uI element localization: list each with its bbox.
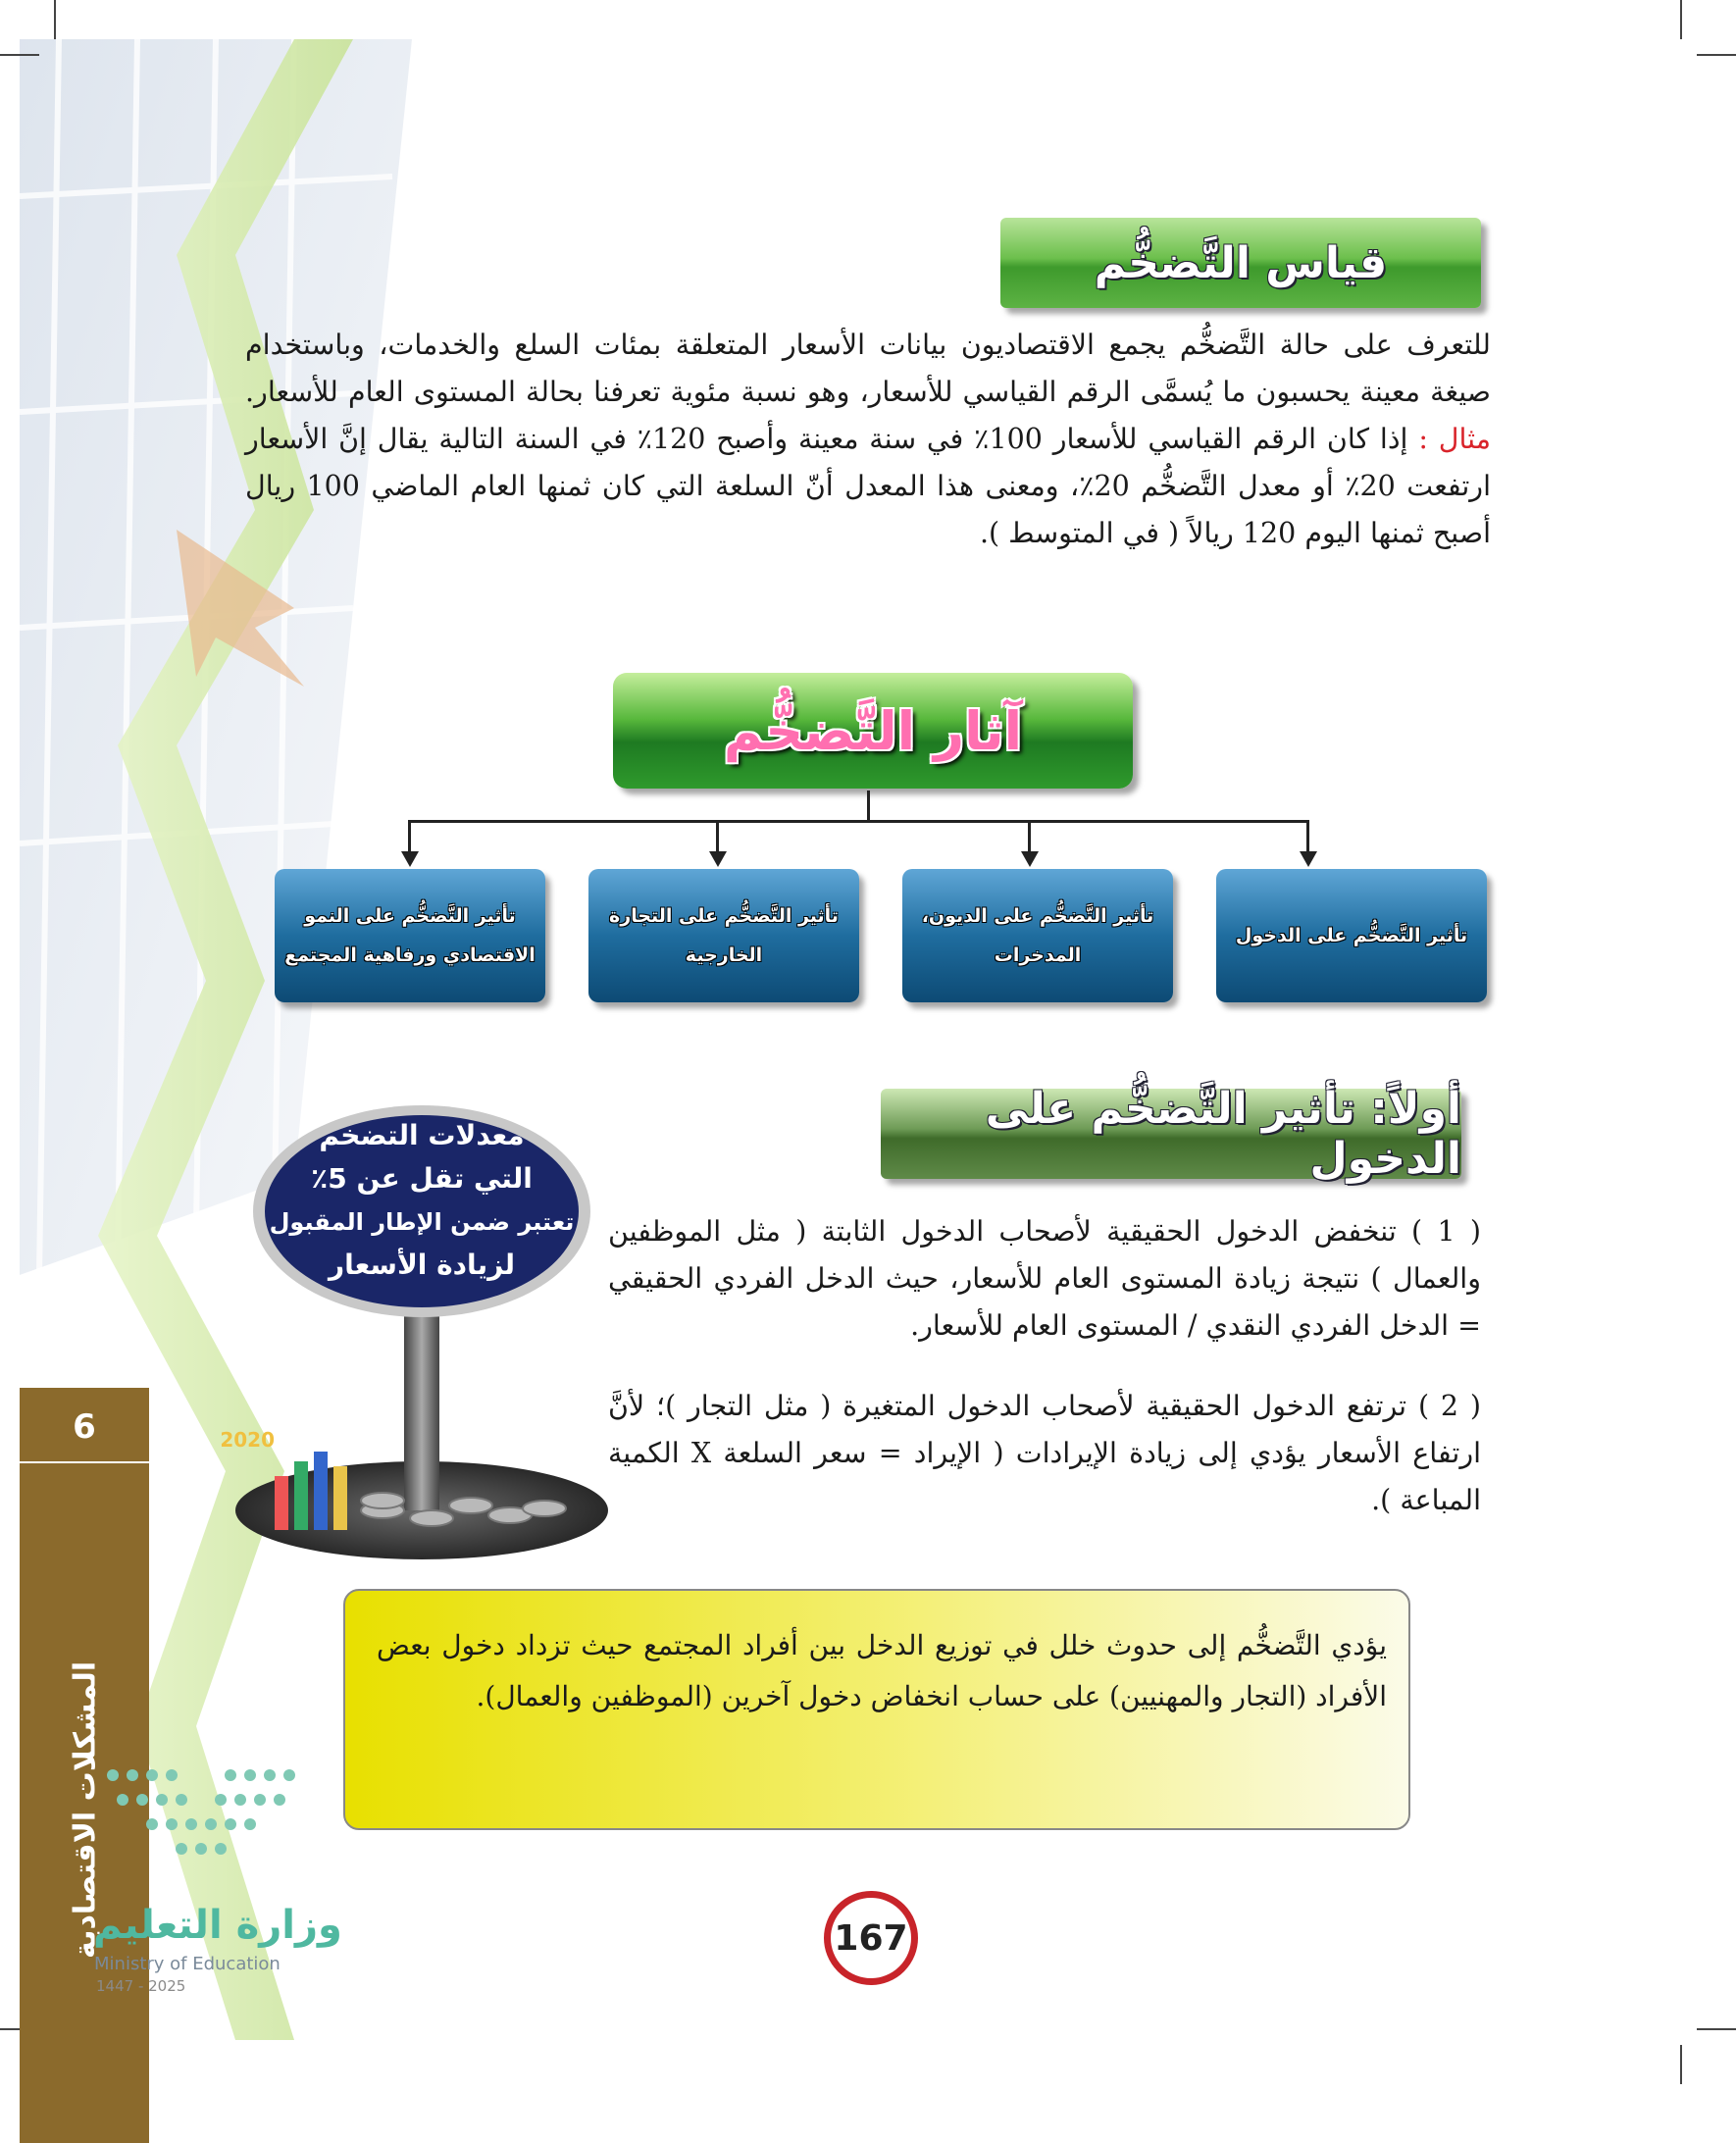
ministry-name-arabic: وزارة التعليم	[93, 1903, 342, 1948]
arrow-down-icon	[709, 851, 727, 867]
tree-connector	[716, 820, 719, 853]
sign-text	[257, 1114, 587, 1287]
crop-mark	[1697, 2028, 1736, 2030]
effect-box-income	[1216, 869, 1487, 1002]
effect-box-foreign-trade	[588, 869, 859, 1002]
income-point-1: ( 1 ) تنخفض الدخول الحقيقية لأصحاب الدخول الثابتة ( مثل الموظفين والعمال ) نتيجة زيادة المستوى العام للأسعار، حيث الدخل الفردي الحقيقي = الدخل الفردي النقدي / المستوى العام للأسعار.	[608, 1215, 1481, 1342]
effect-box-growth-welfare	[275, 869, 545, 1002]
crop-mark	[0, 54, 39, 56]
chapter-number: 6	[20, 1393, 149, 1463]
intro-paragraph	[245, 322, 1491, 557]
effect-label: تأثير التَّضخُّم على الدخول	[1235, 925, 1468, 946]
arrow-down-icon	[401, 851, 419, 867]
tree-connector	[1028, 820, 1031, 853]
sign-line: التي تقل عن 5٪	[311, 1162, 533, 1195]
effect-box-debts-savings	[902, 869, 1173, 1002]
intro-text-1: للتعرف على حالة التَّضخُّم يجمع الاقتصاديون بيانات الأسعار المتعلقة بمئات السلع والخدمات، وباستخدام صيغة معينة يحسبون ما يُسمَّى الرقم القياسي للأسعار، وهو نسبة مئوية تعرفنا بحالة المستوى العام للأسعار.	[245, 329, 1491, 408]
ministry-year: 2025 - 1447	[96, 1977, 186, 1995]
arrow-down-icon	[1300, 851, 1317, 867]
crop-mark	[54, 0, 56, 39]
note-text: يؤدي التَّضخُّم إلى حدوث خلل في توزيع الدخل بين أفراد المجتمع حيث تزداد دخول بعض الأفراد (التجار والمهنيين) على حساب انخفاض دخول آخرين (الموظفين والعمال).	[377, 1629, 1387, 1712]
chapter-label: المشكلات الاقتصادية	[68, 1660, 103, 1959]
example-label: مثال :	[1418, 423, 1492, 455]
tree-connector	[408, 820, 1308, 823]
section-title-income: أولاً: تأثير التَّضخُّم على الدخول	[881, 1089, 1461, 1179]
intro-text-2: إذا كان الرقم القياسي للأسعار 100٪ في سنة معينة وأصبح 120٪ في السنة التالية يقال إنَّ الأسعار ارتفعت 20٪ أو معدل التَّضخُّم 20٪، ومعنى هذا المعدل أنّ السلعة التي كان ثمنها العام الماضي 100 ريال أصبح ثمنها اليوم 120 ريالاً ( في المتوسط ).	[245, 423, 1491, 549]
section-title-effects: آثار التَّضخُّم	[613, 673, 1133, 789]
sign-line: معدلات التضخم	[319, 1119, 525, 1151]
crop-mark	[1680, 0, 1682, 39]
sign-line: لزيادة الأسعار	[328, 1249, 516, 1281]
section-title-measure: قياس التَّضخُّم	[1000, 218, 1481, 308]
crop-mark	[1680, 2045, 1682, 2084]
sign-line: تعتبر ضمن الإطار المقبول	[269, 1208, 575, 1236]
tree-connector	[1306, 820, 1309, 853]
tree-connector	[867, 791, 870, 822]
arrow-down-icon	[1021, 851, 1039, 867]
ministry-logo-icon	[93, 1756, 309, 1893]
page-number: 167	[824, 1891, 918, 1985]
ministry-name-english: Ministry of Education	[94, 1954, 281, 1974]
crop-mark	[1697, 54, 1736, 56]
effect-label: تأثير التَّضخُّم على الديون، المدخرات	[921, 905, 1154, 966]
effect-label: تأثير التَّضخُّم على النمو الاقتصادي ورفاهية المجتمع	[284, 905, 536, 966]
effect-label: تأثير التَّضخُّم على التجارة الخارجية	[609, 905, 839, 966]
income-point-2: ( 2 ) ترتفع الدخول الحقيقية لأصحاب الدخول المتغيرة ( مثل التجار )؛ لأنَّ ارتفاع الأسعار يؤدي إلى زيادة الإيرادات ( الإيراد = سعر السلعة X الكمية المباعة ).	[608, 1390, 1482, 1516]
sign-year: 2020	[220, 1428, 275, 1452]
tree-connector	[408, 820, 411, 853]
